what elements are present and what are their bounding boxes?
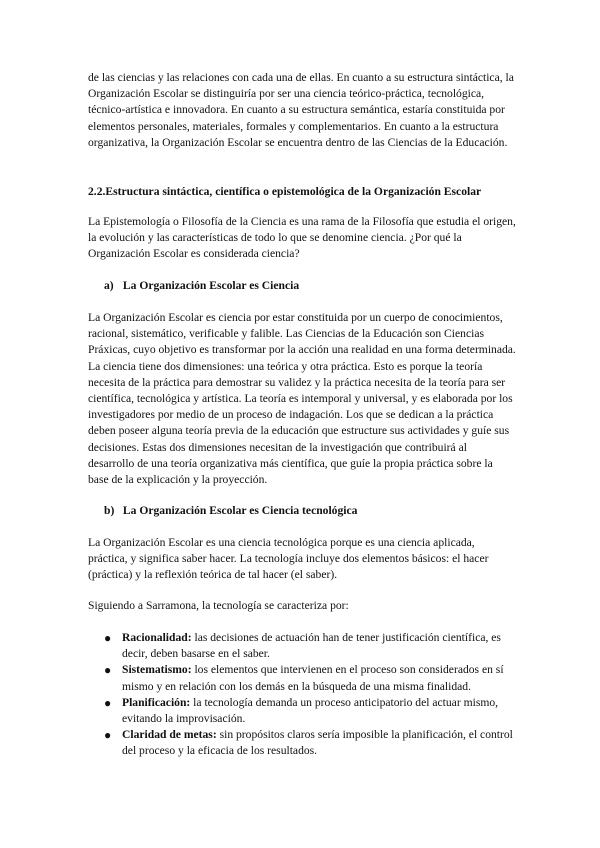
subsection-b-title: La Organización Escolar es Ciencia tecnológica [122, 504, 358, 517]
list-item-term: Racionalidad: [122, 631, 192, 644]
subsection-b-marker: b) [104, 504, 115, 517]
subsection-b-lead-in: Siguiendo a Sarramona, la tecnología se caracteriza por: [88, 599, 349, 612]
section-paragraph: La Epistemología o Filosofía de la Ciencia es una rama de la Filosofía que estudia el origen, la evolución y las características de todo lo que se denomine ciencia. ¿Por qué la Organización Escolar es considerada ciencia? [88, 215, 516, 261]
subsection-a-heading [104, 278, 299, 294]
list-item [104, 727, 516, 759]
list-item [104, 695, 516, 727]
bullet-icon: ● [104, 728, 112, 743]
subsection-b-heading [104, 503, 357, 519]
list-item-term: Planificación: [122, 695, 191, 709]
subsection-a-title: La Organización Escolar es Ciencia [122, 279, 300, 292]
subsection-a-marker: a) [104, 279, 114, 292]
list-item-text: las decisiones de actuación han de tener justificación científica, es decir, deben basarse en el saber. [122, 631, 501, 661]
list-item [104, 630, 516, 662]
list-item-text: la tecnología demanda un proceso anticipatorio del actuar mismo, evitando la improvisación. [122, 695, 499, 726]
list-item-text: los elementos que intervienen en el proceso son considerados en sí mismo y en relación con los demás en la búsqueda de una misma finalidad. [122, 663, 504, 693]
characteristics-list [104, 630, 516, 760]
bullet-icon: ● [104, 695, 112, 710]
section-heading: 2.2.Estructura sintáctica, científica o epistemológica de la Organización Escolar [88, 185, 482, 198]
list-item [104, 662, 516, 694]
subsection-b-paragraph: La Organización Escolar es una ciencia tecnológica porque es una ciencia aplicada, práctica, y significa saber hacer. La tecnología incluye dos elementos básicos: el hacer (práctica) y la reflexión teórica de tal hacer (el saber). [88, 536, 489, 582]
bullet-icon: ● [104, 631, 112, 645]
intro-paragraph: de las ciencias y las relaciones con cada una de ellas. En cuanto a su estructura sintáctica, la Organización Escolar se distinguiría por ser una ciencia teórico-práctica, tecnológica, técnico-artística e innovadora. En cuanto a su estructura semántica, estaría constituida por elementos personales, materiales, formales y complementarios. En cuanto a la estructura organizativa, la Organización Escolar se encuentra dentro de las Ciencias de la Educación. [88, 71, 514, 149]
list-item-text: sin propósitos claros sería imposible la planificación, el control del proceso y la eficacia de los resultados. [122, 728, 513, 758]
list-item-term: Claridad de metas: [122, 728, 217, 742]
bullet-icon: ● [104, 663, 112, 678]
list-item-term: Sistematismo: [122, 663, 192, 677]
subsection-a-paragraph: La Organización Escolar es ciencia por estar constituida por un cuerpo de conocimientos, racional, sistemático, verificable y falible. Las Ciencias de la Educación son Ciencias Práxicas, cuyo objetivo es transformar por la acción una realidad en una forma determinada. La ciencia tiene dos dimensiones: una teórica y otra práctica. Esto es porque la teoría necesita de la práctica para demostrar su validez y la práctica necesita de la teoría para ser científica, tecnológica y artística. La teoría es intemporal y universal, y es elaborada por los investigadores por medio de un proceso de indagación. Los que se dedican a la práctica deben poseer alguna teoría previa de la educación que estructure sus actividades y guíe sus decisiones. Estas dos dimensiones necesitan de la investigación que contribuirá al desarrollo de una teoría organizativa más científica, que guíe la propia práctica sobre la base de la explicación y la proyección. [88, 311, 516, 487]
